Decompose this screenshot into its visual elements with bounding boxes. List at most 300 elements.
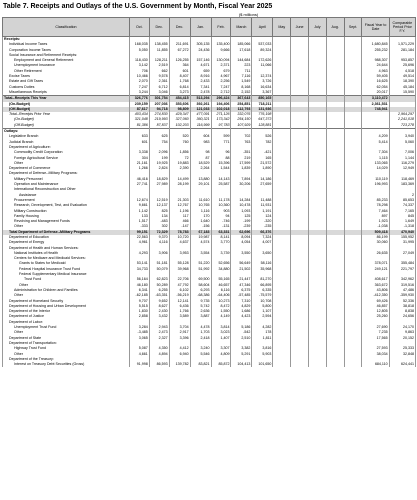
- cell-value: 34,733: [129, 267, 149, 272]
- cell-value: 625: [149, 134, 169, 139]
- cell-value: 128,211: [149, 58, 169, 63]
- cell-value: -56,219: [169, 293, 190, 298]
- cell-value: 239,159: [129, 102, 149, 107]
- cell-value: 2,418: [190, 336, 211, 341]
- cell-value: 25,587: [211, 182, 231, 187]
- column-header: June: [291, 18, 309, 37]
- cell-value: 207,036: [149, 102, 169, 107]
- cell-value: 165: [252, 156, 273, 161]
- cell-value: 249,121: [362, 267, 389, 272]
- cell-value: 7,247: [211, 85, 231, 90]
- cell-value: 14,143: [211, 177, 231, 182]
- cell-value: 6,436: [169, 304, 190, 309]
- cell-value: [273, 362, 291, 367]
- cell-value: 16,625: [362, 79, 389, 84]
- cell-value: -320: [252, 219, 273, 224]
- cell-value: 24,644: [362, 63, 389, 68]
- cell-value: 319,516: [389, 283, 415, 288]
- cell-value: 50,079: [149, 267, 169, 272]
- cell-value: 56,649: [231, 261, 252, 266]
- cell-value: 12,137: [149, 203, 169, 208]
- row-label: Grants to States for Medicaid: [3, 261, 130, 266]
- page-title: Table 7. Receipts and Outlays of the U.S. Government by Month, Fiscal Year 2025: [3, 3, 273, 10]
- cell-value: 360,321: [190, 117, 211, 122]
- cell-value: 6,255: [149, 288, 169, 293]
- cell-value: 3,244: [129, 90, 149, 96]
- cell-value: 1,766: [169, 309, 190, 314]
- cell-value: 633: [129, 134, 149, 139]
- row-label: Department of Justice: [3, 314, 130, 319]
- cell-value: 3,554: [190, 251, 211, 256]
- cell-value: 96: [211, 150, 231, 155]
- cell-value: 5,291: [231, 352, 252, 357]
- cell-value: 378,071: [362, 261, 389, 266]
- cell-value: -1,038: [362, 224, 389, 229]
- cell-value: -68,386: [190, 293, 211, 298]
- cell-value: 221,797: [389, 267, 415, 272]
- cell-value: 28,199: [169, 182, 190, 187]
- column-header: Fiscal Year to Date: [362, 18, 389, 37]
- cell-value: 1,116: [190, 209, 211, 214]
- row-label: Total--Receipts Prior Year: [3, 112, 130, 117]
- cell-value: 107,929: [231, 123, 252, 129]
- cell-value: 133: [129, 214, 149, 219]
- table-row: [3, 362, 416, 367]
- cell-value: 87: [190, 156, 211, 161]
- cell-value: 355,484: [389, 261, 415, 266]
- row-label: (Off-Budget): [3, 107, 130, 112]
- cell-value: 139,782: [169, 362, 190, 367]
- cell-value: 27,593: [362, 346, 389, 351]
- cell-value: 403,434: [129, 112, 149, 117]
- cell-value: -412,350: [362, 293, 389, 298]
- cell-value: 27,659: [252, 182, 273, 187]
- column-header: Dec.: [169, 18, 190, 37]
- cell-value: 69,500: [190, 277, 211, 282]
- row-label: Revolving and Management Funds: [3, 219, 130, 224]
- cell-value: 3,953: [169, 251, 190, 256]
- row-label: Federal Supplementary Medical Insurance: [3, 272, 130, 277]
- cell-value: 903: [211, 209, 231, 214]
- cell-value: 2,390: [169, 166, 190, 171]
- cell-value: 62,823: [149, 277, 169, 282]
- cell-value: 5,515: [129, 304, 149, 309]
- cell-value: 4,637: [169, 240, 190, 245]
- cell-value: 144,684: [231, 58, 252, 63]
- row-label: Other Retirement: [3, 69, 130, 74]
- cell-value: 8,094: [231, 235, 252, 240]
- cell-value: 135,400: [211, 42, 231, 47]
- row-label: Department of Transportation:: [3, 341, 130, 346]
- cell-value: 124: [252, 214, 273, 219]
- cell-value: 18,529: [190, 161, 211, 166]
- cell-value: 11,488: [252, 198, 273, 203]
- cell-value: 85,653: [389, 198, 415, 203]
- cell-value: 5,087: [129, 346, 149, 351]
- cell-value: 134: [149, 214, 169, 219]
- cell-value: -199: [231, 219, 252, 224]
- cell-value: 3,284: [129, 325, 149, 330]
- cell-value: 12,519: [149, 198, 169, 203]
- cell-value: 8,838: [389, 309, 415, 314]
- cell-value: 3,816: [252, 346, 273, 351]
- cell-value: 94: [211, 214, 231, 219]
- cell-value: 98,809: [169, 107, 190, 112]
- row-label: Other: [3, 293, 130, 298]
- cell-value: 3,650: [252, 251, 273, 256]
- row-label: Other: [3, 224, 130, 229]
- cell-value: 4,574: [190, 240, 211, 245]
- cell-value: 302: [149, 224, 169, 229]
- cell-value: 3,887: [190, 314, 211, 319]
- cell-value: 825: [149, 209, 169, 214]
- cell-value: 7,165: [389, 209, 415, 214]
- cell-value: -75,579: [252, 293, 273, 298]
- cell-value: 4,054: [231, 240, 252, 245]
- cell-value: 21,447: [231, 277, 252, 282]
- row-label: Department of Health and Human Services:: [3, 246, 130, 251]
- cell-value: 12,674: [129, 198, 149, 203]
- cell-value: 11,066: [252, 63, 273, 68]
- cell-value: 3,142: [129, 63, 149, 68]
- cell-value: 723,278: [389, 123, 415, 129]
- cell-value: 67,272: [169, 48, 190, 53]
- cell-value: 897: [362, 214, 389, 219]
- cell-value: 88: [211, 156, 231, 161]
- cell-value: 30,060: [362, 240, 389, 245]
- cell-value: 51,992: [190, 267, 211, 272]
- cell-value: 3,240: [190, 346, 211, 351]
- cell-value: 86,593: [149, 362, 169, 367]
- cell-value: 66,376: [252, 230, 273, 235]
- cell-value: 983: [190, 140, 211, 145]
- cell-value: 718,211: [252, 102, 273, 107]
- cell-value: 526: [252, 134, 273, 139]
- cell-value: 332,076: [231, 112, 252, 117]
- cell-value: 1,768: [169, 79, 190, 84]
- row-label: Excise Taxes: [3, 74, 130, 79]
- cell-value: 327,060: [169, 117, 190, 122]
- row-label: National Institutes of Health: [3, 251, 130, 256]
- cell-value: 9,707: [129, 299, 149, 304]
- cell-value: 1,142: [129, 209, 149, 214]
- cell-value: 211,691: [169, 42, 190, 47]
- cell-value: 25,696: [389, 63, 415, 68]
- cell-value: 133,065: [362, 161, 389, 166]
- cell-value: 69,426: [362, 299, 389, 304]
- cell-value: 760: [169, 140, 190, 145]
- cell-value: 1,144: [389, 156, 415, 161]
- cell-value: 178: [252, 330, 273, 335]
- cell-value: 4,209: [362, 134, 389, 139]
- cell-value: 59,405: [362, 74, 389, 79]
- cell-value: -62,185: [129, 293, 149, 298]
- header-row: [3, 18, 416, 37]
- cell-value: 62,696: [231, 230, 252, 235]
- cell-value: 281,184: [389, 48, 415, 53]
- cell-value: 408,617: [362, 277, 389, 282]
- cell-value: 130,094: [211, 58, 231, 63]
- cell-value: 81,270: [252, 277, 273, 282]
- cell-value: 128,881: [252, 123, 273, 129]
- cell-value: 3,726: [252, 79, 273, 84]
- cell-value: 172,626: [252, 58, 273, 63]
- row-label: Interest on Treasury Debt Securities (Gross): [3, 362, 130, 367]
- row-label: Department of Housing and Urban Development: [3, 304, 130, 309]
- cell-value: -57,485: [231, 293, 252, 298]
- cell-value: 6,102: [169, 288, 190, 293]
- cell-value: 27,049: [389, 251, 415, 256]
- cell-value: 7,304: [362, 150, 389, 155]
- cell-value: 117: [169, 214, 190, 219]
- column-header: Feb.: [211, 18, 231, 37]
- cell-value: 30,206: [231, 182, 252, 187]
- cell-value: 7,310: [231, 299, 252, 304]
- cell-value: 3,550: [231, 251, 252, 256]
- cell-value: 1,856: [169, 150, 190, 155]
- cell-value: 47,346: [231, 283, 252, 288]
- cell-value: 1,649: [389, 219, 415, 224]
- cell-value: 2,361,531: [362, 102, 389, 107]
- cell-value: [308, 362, 326, 367]
- column-header: Comparable Period Prior F.Y.: [389, 18, 415, 37]
- cell-value: 7,324: [252, 235, 273, 240]
- cell-value: 5,186: [231, 325, 252, 330]
- row-label: Corporation Income Taxes: [3, 48, 130, 53]
- cell-value: 5,050: [129, 48, 149, 53]
- cell-value: 845: [389, 214, 415, 219]
- cell-value: 3,338: [129, 150, 149, 155]
- cell-value: 91,998: [129, 362, 149, 367]
- cell-value: 56,164: [129, 277, 149, 282]
- cell-value: 121,033: [190, 107, 211, 112]
- cell-value: 112,793: [231, 107, 252, 112]
- cell-value: 1,680,845: [362, 42, 389, 47]
- cell-value: 8,168: [231, 85, 252, 90]
- cell-value: 2,594: [252, 314, 273, 319]
- cell-value: 87,617: [129, 107, 149, 112]
- cell-value: 62,054: [362, 85, 389, 90]
- cell-value: 183,369: [389, 182, 415, 187]
- cell-value: 9,578: [149, 74, 169, 79]
- cell-value: -147: [169, 224, 190, 229]
- cell-value: -64,406: [211, 293, 231, 298]
- cell-value: 102,018: [211, 107, 231, 112]
- cell-value: 101,650: [252, 362, 273, 367]
- cell-value: 7,894: [231, 177, 252, 182]
- cell-value: 5,060: [389, 140, 415, 145]
- cell-value: 3,814: [211, 325, 231, 330]
- cell-value: 118,430: [129, 58, 149, 63]
- cell-value: 125: [231, 214, 252, 219]
- cell-value: 301,754: [149, 96, 169, 102]
- cell-value: 2,241,018: [389, 117, 415, 122]
- cell-value: 466: [169, 219, 190, 224]
- cell-value: 2,361: [149, 79, 169, 84]
- cell-value: 342,962: [389, 277, 415, 282]
- cell-value: 9,661: [129, 203, 149, 208]
- cell-value: 1,839: [231, 166, 252, 171]
- cell-value: 98: [190, 150, 211, 155]
- row-label: Commodity Credit Corporation: [3, 150, 130, 155]
- row-label: Unemployment Trust Fund: [3, 325, 130, 330]
- row-label: Federal Hospital Insurance Trust Fund: [3, 267, 130, 272]
- cell-value: 513,294: [190, 96, 211, 102]
- cell-value: 63,331: [211, 230, 231, 235]
- cell-value: 520: [169, 134, 190, 139]
- cell-value: 219,993: [149, 117, 169, 122]
- cell-value: -239: [231, 224, 252, 229]
- cell-value: 12,767: [169, 203, 190, 208]
- cell-value: 2,824: [149, 166, 169, 171]
- cell-value: 10,478: [231, 203, 252, 208]
- cell-value: 684,110: [362, 362, 389, 367]
- cell-value: 353,606: [169, 102, 190, 107]
- cell-value: 8,141: [211, 235, 231, 240]
- cell-value: 43,806: [362, 288, 389, 293]
- cell-value: 17,599: [231, 161, 252, 166]
- cell-value: 14,186: [252, 177, 273, 182]
- cell-value: 11,855: [149, 48, 169, 53]
- cell-value: 46,857: [362, 304, 389, 309]
- cell-value: 392,261: [190, 102, 211, 107]
- cell-value: 199: [149, 156, 169, 161]
- cell-value: 55,165: [211, 277, 231, 282]
- cell-value: 24,436: [190, 48, 211, 53]
- cell-value: 72,329: [149, 230, 169, 235]
- cell-value: 12,374: [252, 74, 273, 79]
- cell-value: 4,293: [129, 251, 149, 256]
- cell-value: -421: [252, 150, 273, 155]
- cell-value: 116,279: [389, 161, 415, 166]
- cell-value: 74,337: [389, 203, 415, 208]
- cell-value: 104,413: [231, 362, 252, 367]
- column-header: July: [308, 18, 326, 37]
- cell-value: 55,128: [169, 261, 190, 266]
- cell-value: 24,170: [389, 325, 415, 330]
- column-header: Jan.: [190, 18, 211, 37]
- cell-value: -156: [190, 224, 211, 229]
- row-label: Military Personnel: [3, 177, 130, 182]
- cell-value: 1,830: [129, 309, 149, 314]
- cell-value: 157,146: [190, 58, 211, 63]
- cell-value: 2,964,297: [389, 112, 415, 117]
- cell-value: 3,382: [231, 346, 252, 351]
- cell-value: 22,563: [129, 235, 149, 240]
- cell-value: 601: [169, 69, 190, 74]
- cell-value: 27,690: [362, 325, 389, 330]
- cell-value: 9,652: [149, 299, 169, 304]
- cell-value: 4,518: [389, 69, 415, 74]
- cell-value: 2,519: [149, 63, 169, 68]
- cell-value: 83,821: [190, 362, 211, 367]
- cell-value: 116,999: [190, 123, 211, 129]
- cell-value: 6,940: [169, 352, 190, 357]
- cell-value: 6,814: [169, 85, 190, 90]
- cell-value: 647,373: [252, 117, 273, 122]
- cell-value: 1,811: [252, 336, 273, 341]
- cell-value: 8,627: [149, 304, 169, 309]
- cell-value: 2,917: [169, 330, 190, 335]
- cell-value: 601: [129, 140, 149, 145]
- row-label: Judicial Branch: [3, 140, 130, 145]
- cell-value: 8,407: [169, 74, 190, 79]
- cell-value: 10,466: [129, 74, 149, 79]
- row-label: Highway Trust Fund: [3, 346, 130, 351]
- cell-value: 2,256: [211, 79, 231, 84]
- cell-value: 4,829: [231, 304, 252, 309]
- cell-value: 702: [231, 134, 252, 139]
- cell-value: 14,284: [231, 198, 252, 203]
- cell-value: 4,412: [169, 346, 190, 351]
- cell-value: 34,880: [211, 267, 231, 272]
- cell-value: 35,968: [252, 267, 273, 272]
- cell-value: 8,916: [190, 74, 211, 79]
- cell-value: 537,033: [252, 42, 273, 47]
- cell-value: 3,065: [129, 336, 149, 341]
- cell-value: 4,350: [149, 346, 169, 351]
- column-header: Oct.: [129, 18, 149, 37]
- cell-value: 679: [211, 69, 231, 74]
- row-label: Legislative Branch: [3, 134, 130, 139]
- cell-value: 254,851: [231, 102, 252, 107]
- cell-value: -359,930: [389, 293, 415, 298]
- cell-value: 3,307: [211, 346, 231, 351]
- row-label: Department of State: [3, 336, 130, 341]
- cell-value: 25,333: [389, 346, 415, 351]
- cell-value: 21,502: [231, 267, 252, 272]
- cell-value: 3,704: [169, 325, 190, 330]
- cell-value: 9,863: [389, 330, 415, 335]
- cell-value: 2,712: [211, 90, 231, 96]
- cell-value: 1,640: [190, 219, 211, 224]
- cell-value: 782: [252, 140, 273, 145]
- cell-value: 66,895: [252, 283, 273, 288]
- cell-value: 776,198: [252, 112, 273, 117]
- cell-value: 363,672: [362, 283, 389, 288]
- cell-value: 39,968: [169, 267, 190, 272]
- cell-value: 7,341: [190, 85, 211, 90]
- cell-value: 6,335: [252, 288, 273, 293]
- cell-value: 1,093: [231, 209, 252, 214]
- cell-value: -131: [211, 224, 231, 229]
- cell-value: 2,433: [190, 79, 211, 84]
- cell-value: 477,091: [190, 112, 211, 117]
- cell-value: 15,590: [389, 90, 415, 96]
- cell-value: 78,298: [362, 203, 389, 208]
- cell-value: 3,367: [252, 90, 273, 96]
- cell-value: 7,464: [362, 209, 389, 214]
- cell-value: 763: [231, 140, 252, 145]
- cell-value: 4,282: [252, 325, 273, 330]
- cell-value: 19,987: [190, 235, 211, 240]
- row-label: Receipts:: [3, 37, 130, 43]
- cell-value: 18,829: [149, 177, 169, 182]
- cell-value: 274,830: [149, 112, 169, 117]
- cell-value: 223: [231, 63, 252, 68]
- cell-value: 2: [389, 193, 415, 198]
- cell-value: 3,739: [211, 251, 231, 256]
- cell-value: 87,837: [149, 123, 169, 129]
- cell-value: 99,151: [129, 230, 149, 235]
- cell-value: 7,247: [129, 85, 149, 90]
- cell-value: 4,963: [362, 69, 389, 74]
- row-label: Social Insurance and Retirement Receipts:: [3, 53, 130, 58]
- row-label: Department of Education: [3, 235, 130, 240]
- row-label: Unemployment Insurance: [3, 63, 130, 68]
- row-label: Department of the Interior: [3, 309, 130, 314]
- cell-value: 47,486: [389, 288, 415, 293]
